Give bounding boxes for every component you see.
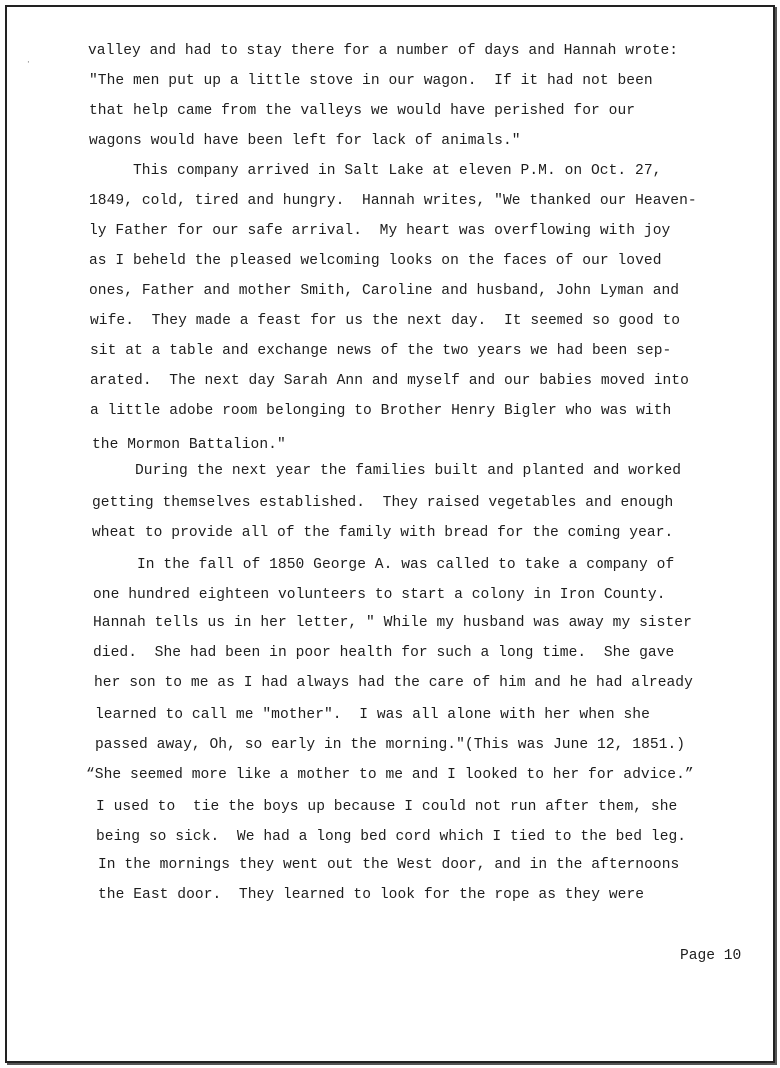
text-line: I used to tie the boys up because I could not run after them, she [96,799,678,815]
text-line: Hannah tells us in her letter, " While my husband was away my sister [93,615,692,631]
text-line: the East door. They learned to look for the rope as they were [98,887,645,903]
text-line: sit at a table and exchange news of the two years we had been sep- [90,343,672,359]
text-line: "The men put up a little stove in our wagon. If it had not been [89,73,653,89]
scan-mark: · [26,58,31,67]
text-line: wife. They made a feast for us the next day. It seemed so good to [90,313,681,329]
text-line: died. She had been in poor health for such a long time. She gave [93,645,675,661]
text-line: 1849, cold, tired and hungry. Hannah writes, "We thanked our Heaven- [89,193,697,209]
text-line: In the mornings they went out the West door, and in the afternoons [98,857,680,873]
text-line: ly Father for our safe arrival. My heart was overflowing with joy [89,223,671,239]
text-line: getting themselves established. They raised vegetables and enough [92,495,674,511]
text-line: arated. The next day Sarah Ann and myself and our babies moved into [90,373,689,389]
text-line: the Mormon Battalion." [92,437,286,453]
text-line: wagons would have been left for lack of animals." [89,133,521,149]
text-line: passed away, Oh, so early in the morning."(This was June 12, 1851.) [95,737,686,753]
text-line: In the fall of 1850 George A. was called to take a company of [137,557,675,573]
text-line: During the next year the families built and planted and worked [135,463,682,479]
text-line: being so sick. We had a long bed cord which I tied to the bed leg. [96,829,687,845]
text-line: “She seemed more like a mother to me and I looked to her for advice.” [86,767,694,783]
text-line: learned to call me "mother". I was all alone with her when she [95,707,650,723]
text-line: her son to me as I had always had the care of him and he had already [94,675,693,691]
text-line: one hundred eighteen volunteers to start a colony in Iron County. [93,587,666,603]
text-line: ones, Father and mother Smith, Caroline and husband, John Lyman and [89,283,680,299]
text-line: that help came from the valleys we would have perished for our [89,103,636,119]
text-line: This company arrived in Salt Lake at eleven P.M. on Oct. 27, [133,163,662,179]
text-line: valley and had to stay there for a number of days and Hannah wrote: [88,43,679,59]
text-line: a little adobe room belonging to Brother Henry Bigler who was with [90,403,672,419]
page-number: Page 10 [680,948,742,964]
text-line: as I beheld the pleased welcoming looks on the faces of our loved [89,253,662,269]
text-line: wheat to provide all of the family with bread for the coming year. [92,525,674,541]
